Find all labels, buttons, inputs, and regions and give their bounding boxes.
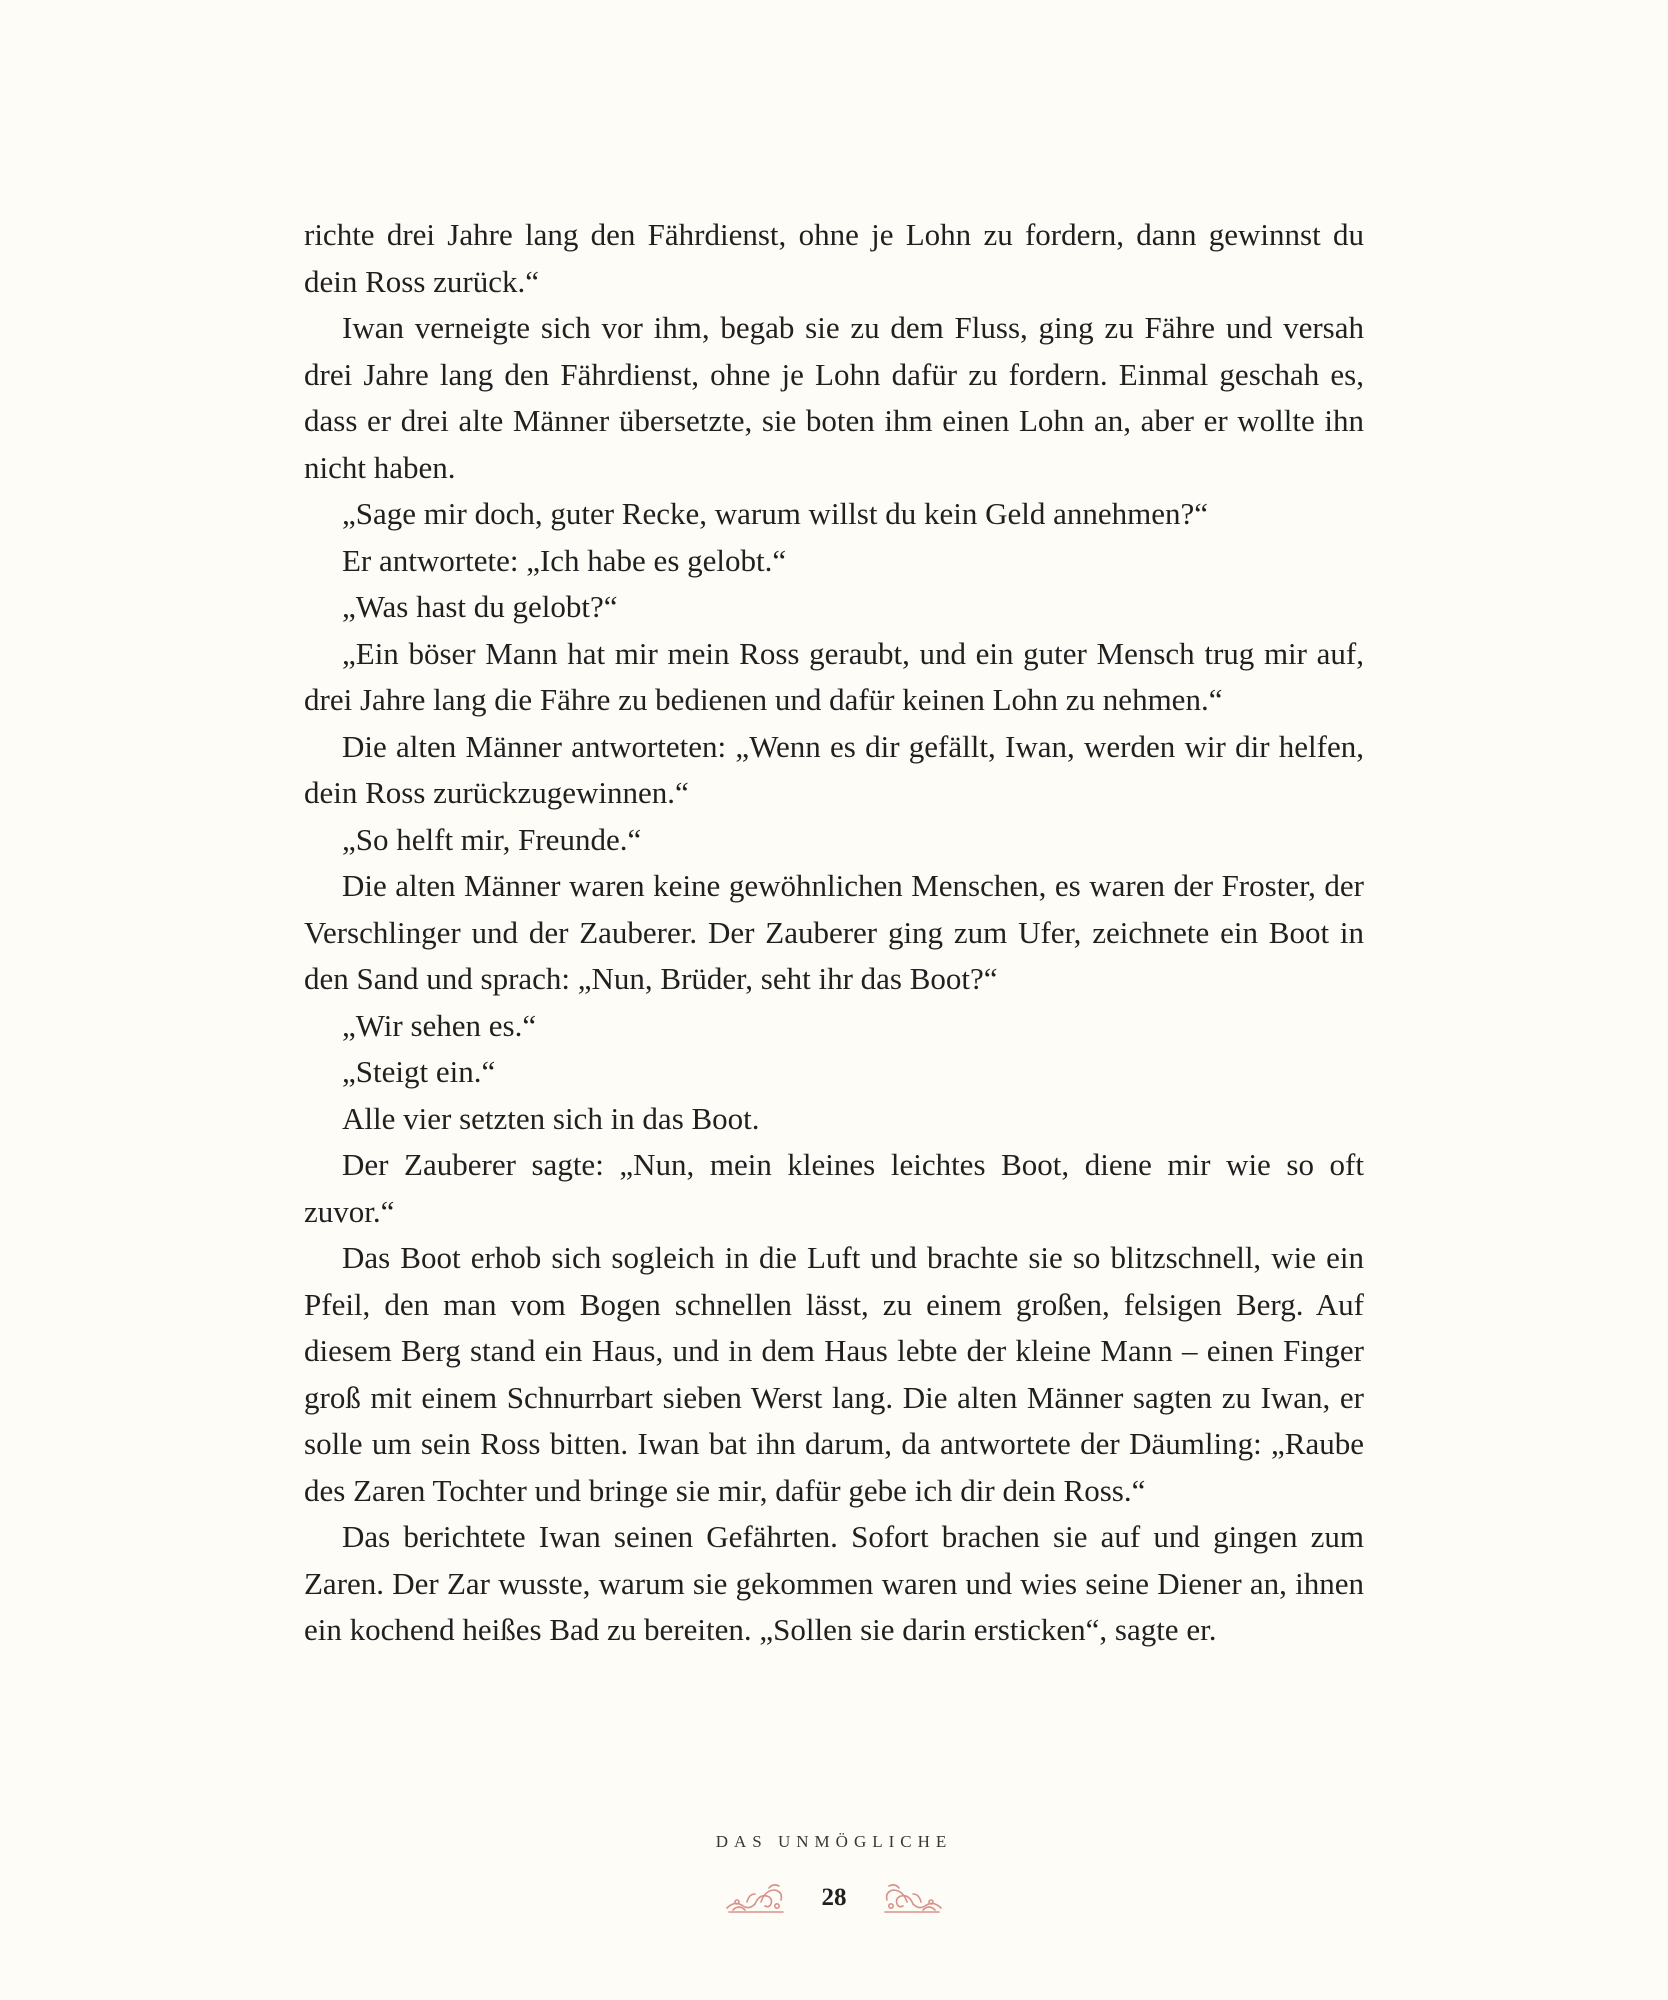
paragraph: „Sage mir doch, guter Recke, warum willst du kein Geld annehmen?“ <box>342 496 1209 531</box>
running-title: DAS UNMÖGLICHE <box>715 1832 953 1851</box>
paragraph: Er antwortete: „Ich habe es gelobt.“ <box>342 542 787 578</box>
paragraph: „Steigt ein.“ <box>342 1054 496 1089</box>
paragraph: „Wir sehen es.“ <box>342 1007 537 1043</box>
paragraph: Der Zauberer sagte: „Nun, mein kleines leichtes Boot, diene mir wie so oft zuvor.“ <box>304 1147 1364 1229</box>
page-footer <box>0 1832 1668 1852</box>
paragraph: Das Boot erhob sich sogleich in die Luft und brachte sie so blitzschnell, wie ein Pfeil, den man vom Bogen schnellen lässt, zu einem großen, felsigen Berg. Auf diesem Berg stand ein Haus, und in dem Haus lebte der kleine Mann – einen Finger groß mit einem Schnurrbart sieben Werst lang. Die alten Männer sagten zu Iwan, er solle um sein Ross bitten. Iwan bat ihn darum, da antwortete der Däumling: „Raube des Zaren Tochter und bringe sie mir, dafür gebe ich dir dein Ross.“ <box>304 1240 1364 1508</box>
left-ornament-icon <box>725 1880 787 1916</box>
paragraph: „Was hast du gelobt?“ <box>342 589 618 624</box>
paragraph: „Ein böser Mann hat mir mein Ross geraubt, und ein guter Mensch trug mir auf, drei Jahre lang die Fähre zu bedienen und dafür keinen Lohn zu nehmen.“ <box>304 635 1364 717</box>
paragraph: „So helft mir, Freunde.“ <box>342 821 642 857</box>
paragraph: Die alten Männer antworteten: „Wenn es dir gefällt, Iwan, werden wir dir helfen, dein Ross zurückzugewinnen.“ <box>304 728 1364 810</box>
right-ornament-icon <box>881 1880 943 1916</box>
paragraph: Die alten Männer waren keine gewöhnlichen Menschen, es waren der Froster, der Verschlinger und der Zauberer. Der Zauberer ging zum Ufer, zeichnete ein Boot in den Sand und sprach: „Nun, Brüder, seht ihr das Boot?“ <box>304 868 1364 996</box>
paragraph: Alle vier setzten sich in das Boot. <box>342 1100 760 1136</box>
paragraph: Iwan verneigte sich vor ihm, begab sie zu dem Fluss, ging zu Fähre und versah drei Jahre lang den Fährdienst, ohne je Lohn dafür zu fordern. Einmal geschah es, dass er drei alte Männer übersetzte, sie boten ihm einen Lohn an, aber er wollte ihn nicht haben. <box>304 310 1364 485</box>
body-text <box>304 212 1364 1654</box>
page-number-row <box>0 1880 1668 1916</box>
paragraph: Das berichtete Iwan seinen Gefährten. Sofort brachen sie auf und gingen zum Zaren. Der Zar wusste, warum sie gekommen waren und wies seine Diener an, ihnen ein kochend heißes Bad zu bereiten. „Sollen sie darin ersticken“, sagte er. <box>304 1519 1364 1647</box>
page-number: 28 <box>821 1884 847 1911</box>
paragraph: richte drei Jahre lang den Fährdienst, ohne je Lohn zu fordern, dann gewinnst du dein Ross zurück.“ <box>304 217 1364 299</box>
